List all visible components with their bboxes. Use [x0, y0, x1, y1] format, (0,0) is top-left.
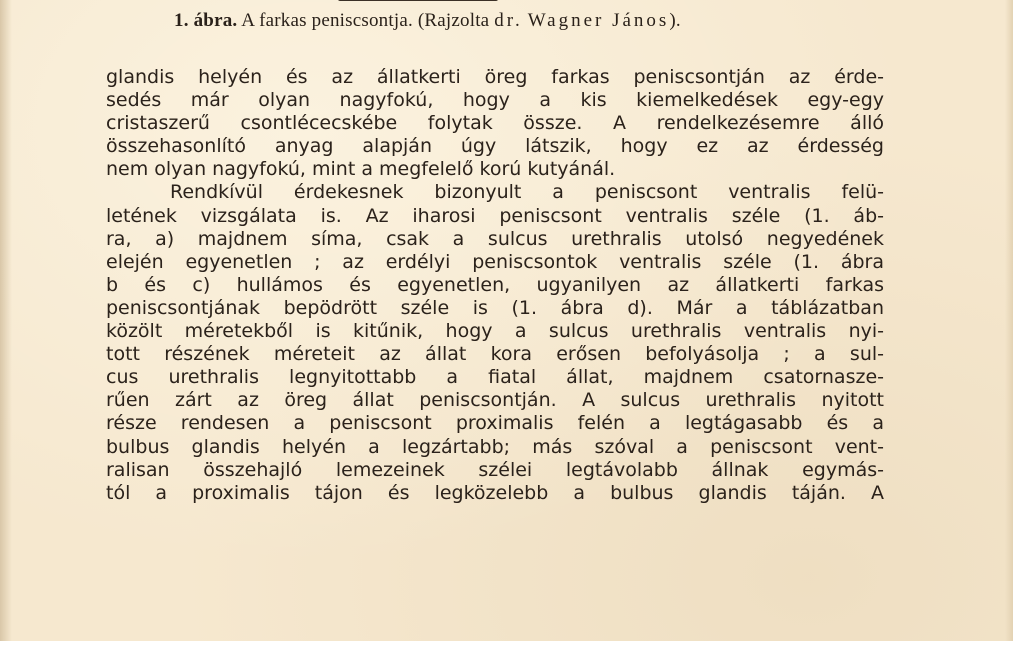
text-line: nem olyan nagyfokú, mint a megfelelő korú kutyánál.: [106, 158, 616, 181]
text-line: ralisan összehajló lemezeinek szélei legtávolabb állnak egymás-: [106, 458, 884, 481]
text-line: Rendkívül érdekesnek bizonyult a peniscsont ventralis felü-: [170, 181, 884, 204]
text-line: tott részének méreteit az állat kora erősen befolyásolja ; a sul-: [106, 343, 884, 366]
text-line: közölt méretekből is kitűnik, hogy a sulcus urethralis ventralis nyi-: [106, 320, 884, 343]
figure-caption: [174, 10, 681, 32]
text-line: tól a proximalis tájon és legközelebb a bulbus glandis táján. A: [106, 481, 884, 504]
text-line: cristaszerű csontlécecskébe folytak össze. A rendelkezésemre álló: [106, 112, 884, 135]
text-line: elején egyenetlen ; az erdélyi peniscsontok ventralis széle (1. ábra: [106, 250, 884, 273]
text-line: sedés már olyan nagyfokú, hogy a kis kiemelkedések egy-egy: [106, 89, 884, 112]
text-line: letének vizsgálata is. Az iharosi peniscsont ventralis széle (1. áb-: [106, 204, 884, 227]
text-line: ra, a) majdnem síma, csak a sulcus urethralis utolsó negyedének: [106, 227, 884, 250]
caption-end: ).: [669, 10, 681, 31]
caption-author: Wagner János: [527, 10, 670, 31]
text-line: összehasonlító anyag alapján úgy látszik, hogy ez az érdesség: [106, 135, 884, 158]
page-left-edge-shadow: [0, 0, 12, 641]
text-line: része rendesen a peniscsont proximalis felén a legtágasabb és a: [106, 412, 884, 435]
caption-text: A farkas peniscsontja. (Rajzolta: [241, 10, 490, 31]
text-line: peniscsontjának bepödrött széle is (1. ábra d). Már a táblázatban: [106, 296, 884, 319]
text-line: cus urethralis legnyitottabb a fiatal állat, majdnem csatornasze-: [106, 366, 884, 389]
page-right-edge-shadow: [1005, 0, 1013, 641]
figure-number: 1.: [174, 10, 189, 31]
text-line: b és c) hullámos és egyenetlen, ugyanilyen az állatkerti farkas: [106, 273, 884, 296]
text-line: glandis helyén és az állatkerti öreg farkas peniscsontján az érde-: [106, 66, 884, 88]
body-paragraphs: [106, 66, 884, 505]
figure-label: ábra.: [193, 10, 238, 31]
text-line: rűen zárt az öreg állat peniscsontján. A sulcus urethralis nyitott: [106, 389, 884, 412]
figure-bottom-edge-mark: [338, 0, 498, 1]
caption-dr: dr.: [494, 10, 523, 31]
text-line: bulbus glandis helyén a legzártabb; más szóval a peniscsont vent-: [106, 435, 884, 458]
